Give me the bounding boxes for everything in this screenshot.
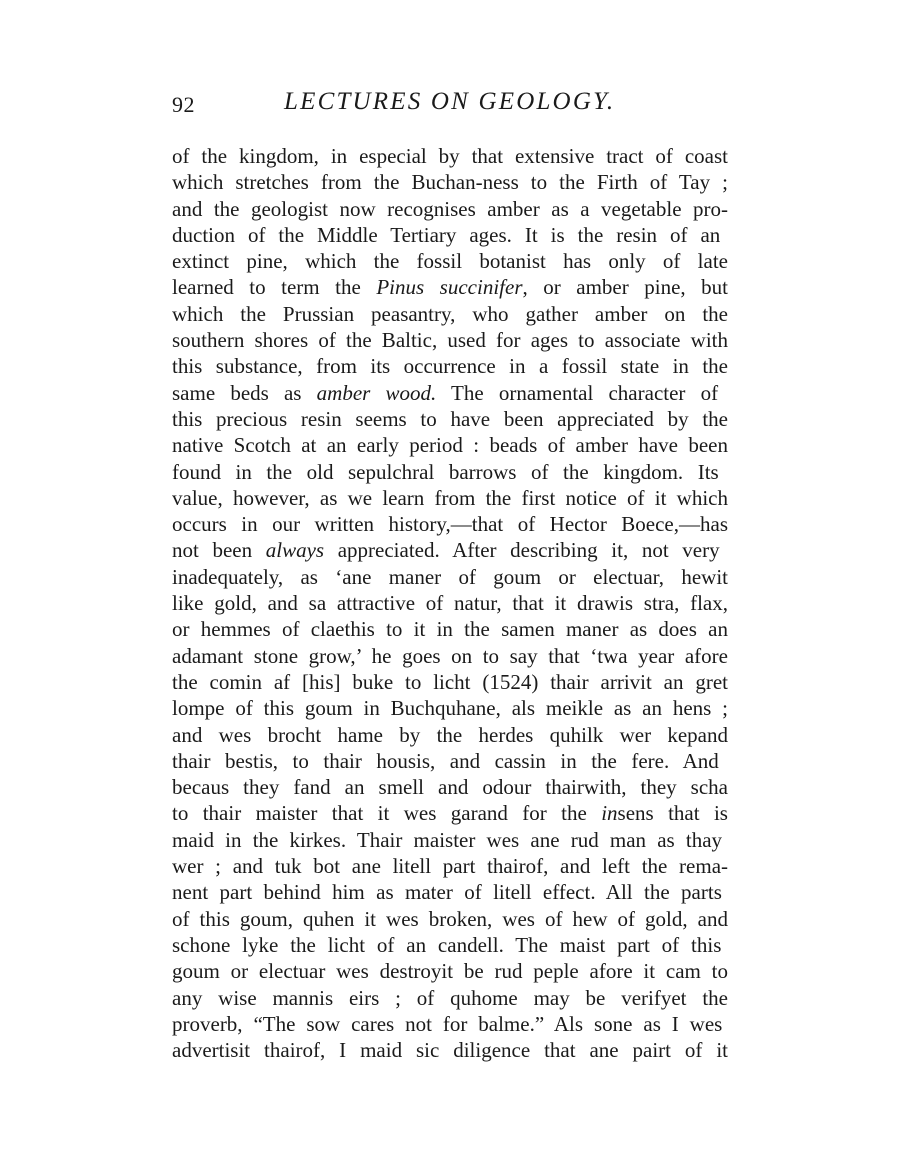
text-line (172, 985, 728, 1011)
text-line (172, 248, 728, 274)
text-segment: found in the old sepulchral barrows of the kingdom. Its (172, 459, 719, 484)
text-line (172, 196, 728, 222)
text-segment: of this goum, quhen it wes broken, wes of hew of gold, and (172, 906, 728, 931)
text-line (172, 1037, 728, 1063)
text-segment: southern shores of the Baltic, used for ages to associate with (172, 328, 728, 353)
text-line (172, 748, 728, 774)
text-line (172, 906, 728, 932)
page-header (172, 88, 728, 128)
text-segment: schone lyke the licht of an candell. The maist part of this (172, 932, 722, 957)
text-segment: lompe of this goum in Buchquhane, als meikle as an hens ; (172, 696, 728, 721)
italic-text-segment: in (601, 801, 618, 826)
text-line (172, 301, 728, 327)
text-line (172, 432, 728, 458)
text-segment: same beds as (172, 380, 317, 405)
text-segment: extinct pine, which the fossil botanist has only of late (172, 249, 728, 274)
text-segment: and wes brocht hame by the herdes quhilk wer kepand (172, 722, 728, 747)
text-segment: duction of the Middle Tertiary ages. It is the resin of an (172, 222, 721, 247)
text-segment: The ornamental character of (436, 380, 719, 405)
italic-text-segment: Pinus succinifer (376, 275, 523, 300)
italic-text-segment: amber wood. (316, 380, 437, 405)
text-line (172, 459, 728, 485)
text-segment: goum or electuar wes destroyit be rud peple afore it cam to (172, 959, 728, 984)
text-line (172, 879, 728, 905)
text-segment: learned to term the (172, 275, 377, 300)
text-line (172, 406, 728, 432)
text-segment: to thair maister that it wes garand for the (172, 801, 602, 826)
text-line (172, 932, 728, 958)
text-segment: wer ; and tuk bot ane litell part thairof, and left the rema- (172, 854, 728, 879)
text-segment: which the Prussian peasantry, who gather amber on the (172, 301, 728, 326)
text-segment: the comin af [his] buke to licht (1524) thair arrivit an gret (172, 669, 728, 694)
text-segment: not been (172, 538, 266, 563)
text-segment: native Scotch at an early period : beads of amber have been (172, 433, 728, 458)
text-line (172, 590, 728, 616)
text-segment: nent part behind him as mater of litell effect. All the parts (172, 880, 722, 905)
text-segment: and the geologist now recognises amber as a vegetable pro- (172, 196, 728, 221)
text-segment: maid in the kirkes. Thair maister wes ane rud man as thay (172, 827, 723, 852)
text-segment: becaus they fand an smell and odour thairwith, they scha (172, 775, 728, 800)
text-line (172, 695, 728, 721)
text-line (172, 511, 728, 537)
text-line (172, 643, 728, 669)
text-line (172, 800, 728, 826)
text-line (172, 327, 728, 353)
text-line (172, 669, 728, 695)
text-line (172, 616, 728, 642)
text-segment: sens that is (617, 801, 728, 826)
text-line (172, 564, 728, 590)
text-line (172, 222, 728, 248)
text-segment: or hemmes of claethis to it in the samen maner as does an (172, 617, 728, 642)
text-line (172, 485, 728, 511)
text-segment: advertisit thairof, I maid sic diligence that ane pairt of it (172, 1038, 728, 1063)
text-line (172, 537, 728, 563)
text-line (172, 853, 728, 879)
text-segment: proverb, “The sow cares not for balme.” Als sone as I wes (172, 1011, 723, 1036)
text-segment: appreciated. After describing it, not very (324, 538, 720, 563)
text-segment: inadequately, as ‘ane maner of goum or electuar, hewit (172, 564, 728, 589)
text-segment: this precious resin seems to have been appreciated by the (172, 406, 728, 431)
running-title: LECTURES ON GEOLOGY. (284, 88, 616, 115)
text-line (172, 722, 728, 748)
text-segment: , or amber pine, but (522, 275, 728, 300)
text-segment: occurs in our written history,—that of Hector Boece,—has (172, 512, 728, 537)
text-segment: thair bestis, to thair housis, and cassin in the fere. And (172, 748, 719, 773)
italic-text-segment: always (265, 538, 325, 563)
body-text (172, 143, 728, 1063)
text-segment: which stretches from the Buchan-ness to the Firth of Tay ; (172, 170, 728, 195)
text-line (172, 380, 728, 406)
text-line (172, 958, 728, 984)
text-line (172, 1011, 728, 1037)
text-line (172, 143, 728, 169)
text-segment: any wise mannis eirs ; of quhome may be verifyet the (172, 985, 728, 1010)
text-segment: value, however, as we learn from the first notice of it which (172, 485, 728, 510)
text-segment: this substance, from its occurrence in a fossil state in the (172, 354, 728, 379)
text-line (172, 274, 728, 300)
text-segment: of the kingdom, in especial by that extensive tract of coast (172, 144, 728, 168)
text-line (172, 827, 728, 853)
text-segment: like gold, and sa attractive of natur, that it drawis stra, flax, (172, 591, 728, 616)
text-line (172, 774, 728, 800)
text-line (172, 169, 728, 195)
text-segment: adamant stone grow,’ he goes on to say that ‘twa year afore (172, 643, 728, 668)
page-number: 92 (172, 92, 195, 117)
text-line (172, 353, 728, 379)
